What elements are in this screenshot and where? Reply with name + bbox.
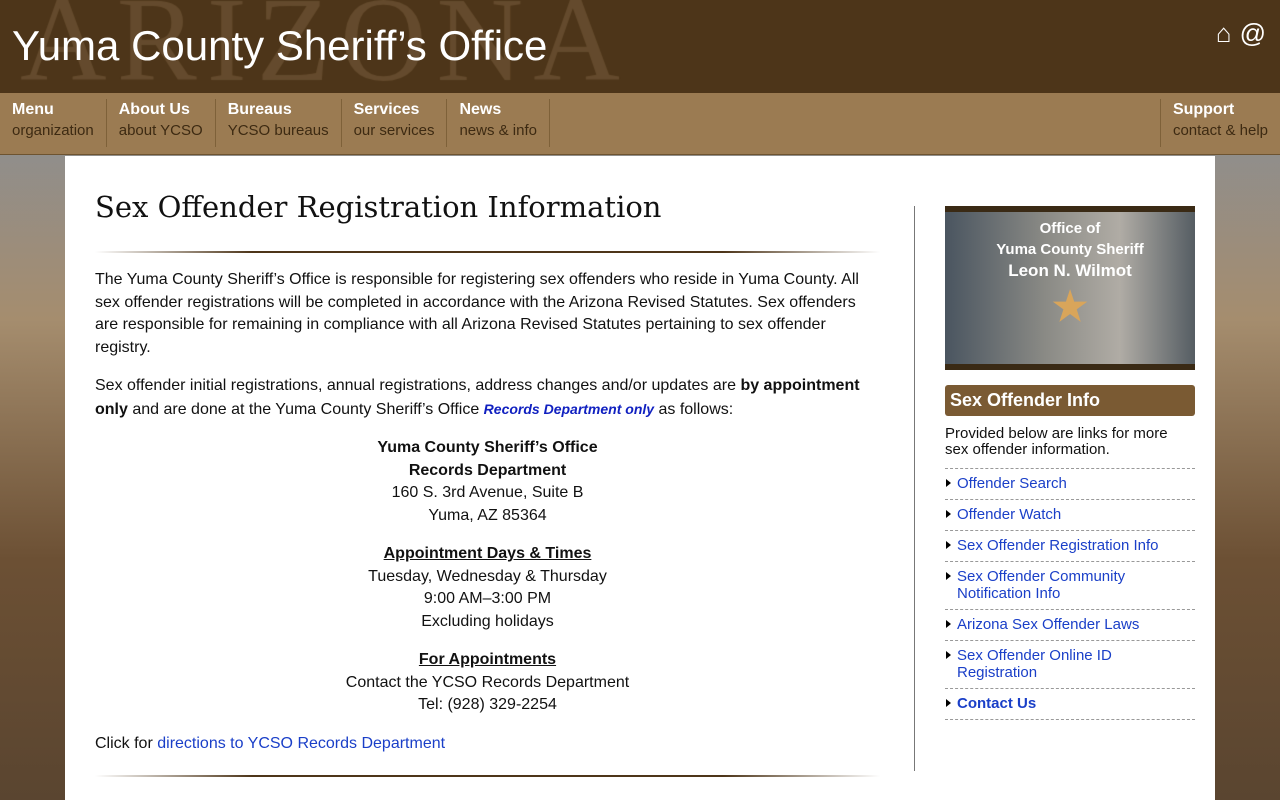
nav-label: About Us	[118, 101, 190, 118]
appointment-paragraph	[95, 375, 880, 421]
site-header	[0, 0, 1280, 93]
nav-menu[interactable]	[0, 99, 107, 147]
address-line: Yuma, AZ 85364	[428, 506, 547, 524]
site-title[interactable]: Yuma County Sheriff’s Office	[12, 22, 548, 69]
badge-icon: ★	[1052, 285, 1088, 329]
link-contact-us[interactable]: Contact Us	[957, 695, 1037, 712]
address-line: 160 S. 3rd Avenue, Suite B	[391, 484, 584, 501]
nav-bureaus[interactable]	[216, 99, 342, 147]
days-block	[95, 543, 880, 633]
link-arizona-laws[interactable]: Arizona Sex Offender Laws	[957, 616, 1140, 633]
divider	[95, 251, 880, 253]
nav-support[interactable]	[1160, 99, 1280, 147]
text: Sex offender initial registrations, annual registrations, address changes and/or updates are	[95, 377, 741, 394]
nav-label: Bureaus	[227, 101, 292, 118]
sidebar-heading: Sex Offender Info	[945, 385, 1195, 416]
text: as follows:	[654, 400, 734, 418]
sidebar-description: Provided below are links for more sex offender information.	[945, 425, 1168, 458]
nav-sub: news & info	[459, 122, 537, 139]
directions-paragraph	[95, 733, 880, 756]
phone: Tel: (928) 329-2254	[418, 696, 557, 713]
link-online-id-registration[interactable]: Sex Offender Online ID Registration	[957, 647, 1112, 681]
address-block	[95, 437, 880, 527]
home-icon[interactable]: ⌂	[1215, 18, 1232, 48]
address-line: Yuma County Sheriff’s Office	[377, 439, 598, 456]
link-community-notification[interactable]: Sex Offender Community Notification Info	[957, 568, 1126, 602]
sidebar	[945, 206, 1195, 720]
column-divider	[914, 206, 915, 771]
photo-text: Leon N. Wilmot	[1008, 261, 1132, 280]
intro-paragraph: The Yuma County Sheriff’s Office is responsible for registering sex offenders who reside in Yuma County. All sex offender registrations will be completed in accordance with the Arizona Revised Statutes. Sex offenders are responsible for remaining in compliance with all Arizona Revised Statutes pertaining to sex offender registry.	[95, 271, 859, 356]
days-line: Excluding holidays	[421, 612, 554, 630]
content-area	[65, 156, 1215, 800]
appt-line: Contact the YCSO Records Department	[345, 673, 630, 691]
photo-text: Yuma County Sheriff	[996, 241, 1144, 258]
sheriff-office-photo	[945, 206, 1195, 370]
appointments-block	[95, 649, 880, 717]
days-heading: Appointment Days & Times	[383, 545, 592, 562]
page-title: Sex Offender Registration Information	[95, 190, 662, 224]
nav-label: Support	[1172, 101, 1235, 118]
address-line: Records Department	[408, 461, 567, 479]
nav-news[interactable]	[447, 99, 550, 147]
divider	[95, 775, 880, 777]
days-line: Tuesday, Wednesday & Thursday	[368, 567, 607, 585]
text: Click for	[95, 734, 158, 752]
sidebar-links	[945, 468, 1195, 720]
link-registration-info[interactable]: Sex Offender Registration Info	[957, 537, 1159, 554]
main-nav	[0, 93, 1280, 155]
photo-text: Office of	[1039, 220, 1101, 237]
link-offender-search[interactable]: Offender Search	[957, 475, 1067, 492]
nav-label: Services	[353, 101, 420, 118]
nav-sub: YCSO bureaus	[227, 122, 329, 139]
link-offender-watch[interactable]: Offender Watch	[957, 506, 1062, 523]
email-icon[interactable]: @	[1239, 18, 1266, 48]
text: by appointment only	[95, 377, 860, 418]
nav-sub: contact & help	[1172, 122, 1268, 139]
nav-label: Menu	[12, 101, 54, 118]
records-dept-link[interactable]: Records Department only	[483, 400, 655, 417]
nav-sub: our services	[353, 122, 435, 139]
text: and are done at the Yuma County Sheriff’s Office	[127, 400, 484, 418]
nav-about[interactable]	[107, 99, 216, 147]
days-line: 9:00 AM–3:00 PM	[423, 590, 552, 607]
directions-link[interactable]: directions to YCSO Records Department	[157, 734, 446, 752]
nav-label: News	[459, 101, 502, 118]
nav-sub: about YCSO	[118, 122, 203, 139]
appt-heading: For Appointments	[418, 651, 557, 668]
nav-sub: organization	[12, 122, 94, 139]
nav-services[interactable]	[342, 99, 448, 147]
